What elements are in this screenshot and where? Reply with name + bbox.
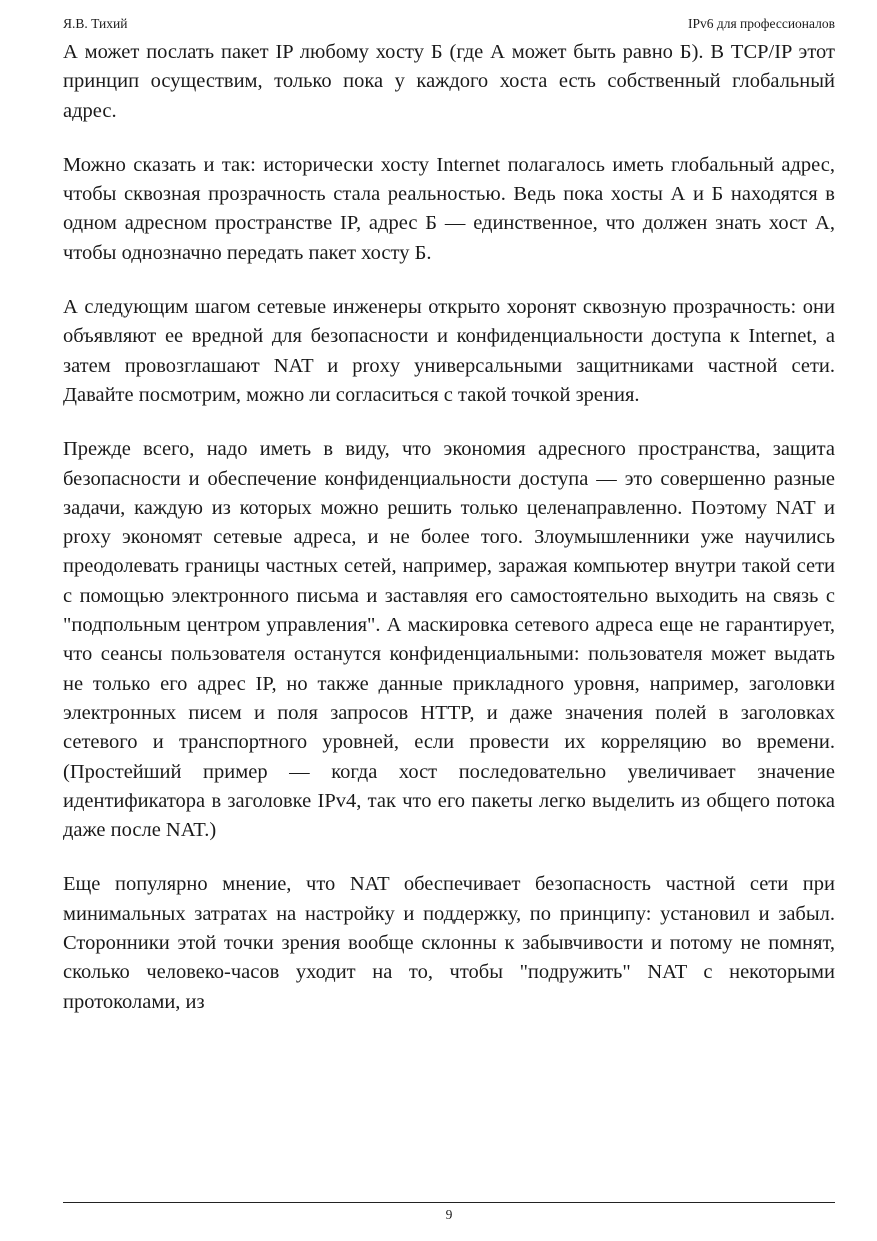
paragraph: Еще популярно мнение, что NAT обеспечивает безопасность частной сети при минимальных затратах на настройку и поддержку, по принципу: установил и забыл. Сторонники этой точки зрения вообще склонны к забывчивости и потому не помнят, сколько человеко-часов уходит на то, чтобы "подружить" NAT с некоторыми протоколами, из [63, 873, 835, 1013]
header-book-title: IPv6 для профессионалов [687, 16, 835, 31]
paragraph: Прежде всего, надо иметь в виду, что экономия адресного пространства, защита безопасности и обеспечение конфиденциальности доступа — это совершенно разные задачи, каждую из которых можно решить только целенаправленно. Поэтому NAT и proxy экономят сетевые адреса, и не более того. Злоумышленники уже научились преодолевать границы частных сетей, например, заражая компьютер внутри такой сети с помощью электронного письма и заставляя его самостоятельно выходить на связь с "подпольным центром управления". А маскировка сетевого адреса еще не гарантирует, что сеансы пользователя останутся конфиденциальными: пользователя может выдать не только его адрес IP, но также данные прикладного уровня, например, заголовки электронных писем и поля запросов HTTP, и даже значения полей в заголовках сетевого и транспортного уровней, если провести их корреляцию во времени. (Простейший пример — когда хост последовательно увеличивает значение идентификатора в заголовке IPv4, так что его пакеты легко выделить из общего потока даже после NAT.) [63, 438, 835, 842]
page-body [63, 38, 835, 1042]
page-number: 9 [445, 1207, 453, 1222]
header-author: Я.В. Тихий [63, 16, 128, 31]
footer-divider [63, 1202, 835, 1203]
paragraph: А может послать пакет IP любому хосту Б (где А может быть равно Б). В TCP/IP этот принцип осуществим, только пока у каждого хоста есть собственный глобальный адрес. [63, 41, 835, 122]
paragraph: А следующим шагом сетевые инженеры открыто хоронят сквозную прозрачность: они объявляют ее вредной для безопасности и конфиденциальности доступа к Internet, а затем провозглашают NAT и proxy универсальными защитниками частной сети. Давайте посмотрим, можно ли согласиться с такой точкой зрения. [63, 296, 835, 406]
running-header [63, 14, 835, 34]
paragraph: Можно сказать и так: исторически хосту Internet полагалось иметь глобальный адрес, чтобы сквозная прозрачность стала реальностью. Ведь пока хосты А и Б находятся в одном адресном пространстве IP, адрес Б — единственное, что должен знать хост А, чтобы однозначно передать пакет хосту Б. [63, 153, 835, 264]
